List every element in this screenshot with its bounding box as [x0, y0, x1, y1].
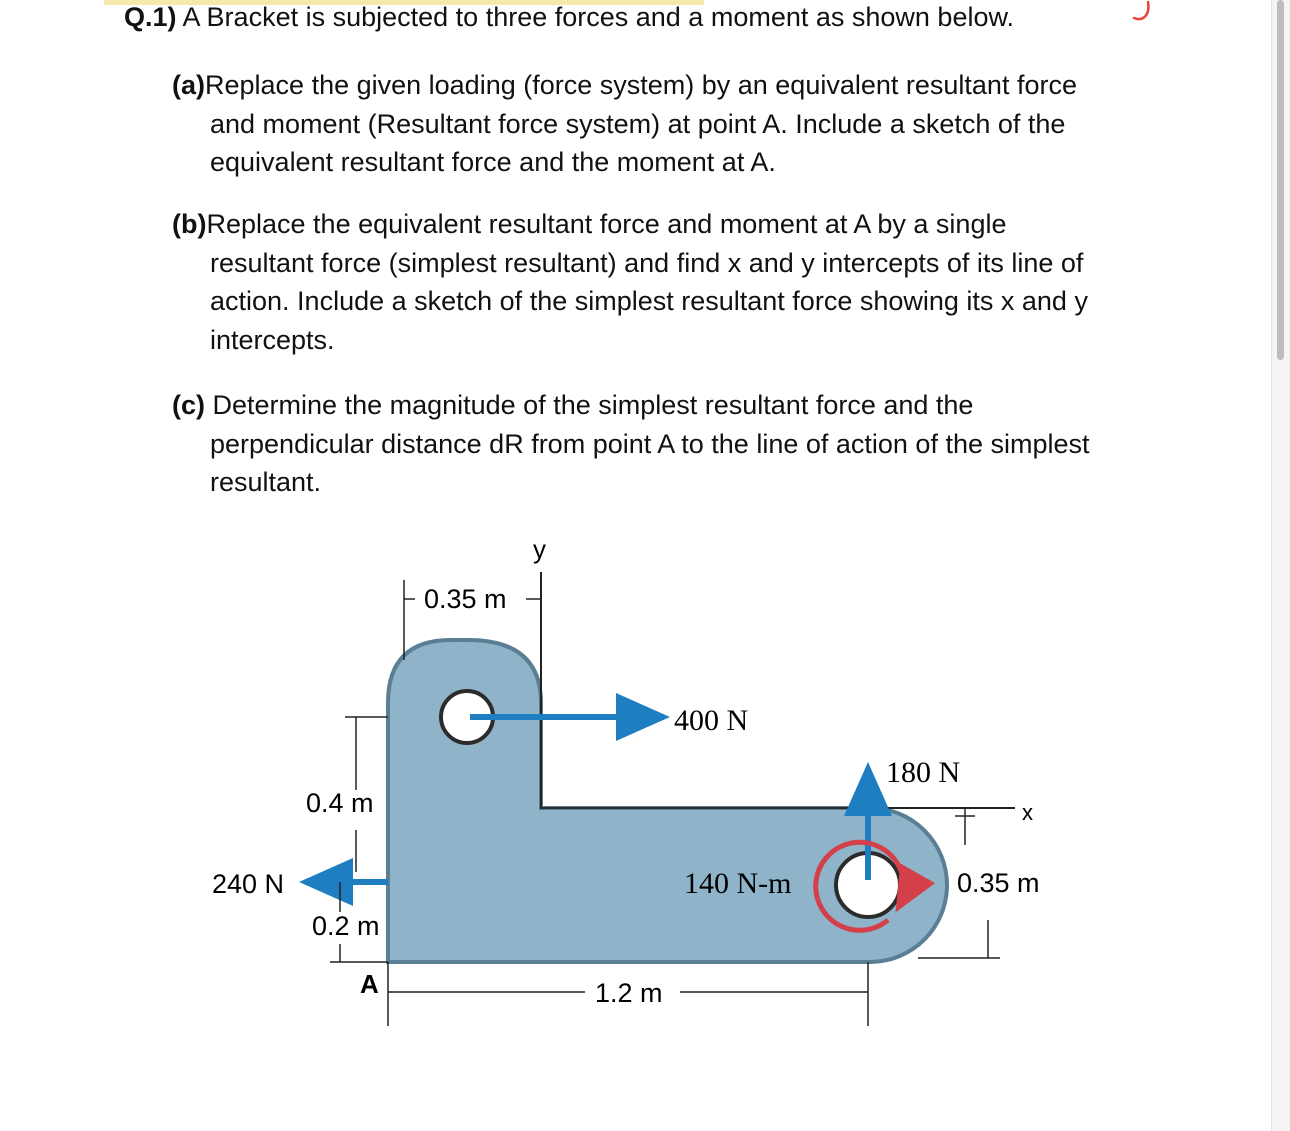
x-axis-label: x — [1022, 800, 1033, 825]
part-b-label: (b) — [172, 209, 207, 239]
part-b-line-2: resultant force (simplest resultant) and find x and y intercepts of its line of — [210, 247, 1084, 278]
part-c-line-1: Determine the magnitude of the simplest resultant force and the — [212, 390, 974, 420]
part-c-line-3: resultant. — [210, 467, 322, 497]
part-a-line-3: equivalent resultant force and the moment at A. — [210, 147, 776, 177]
part-b-line-1: Replace the equivalent resultant force and moment at A by a single — [206, 209, 1007, 239]
y-axis-label: y — [533, 534, 546, 564]
force-240n-label: 240 N — [212, 869, 285, 899]
scrollbar-track[interactable] — [1271, 0, 1290, 1131]
part-a-line-1: Replace the given loading (force system) by an equivalent resultant force — [205, 70, 1077, 100]
part-a-label: (a) — [172, 70, 205, 100]
force-400n-label: 400 N — [674, 704, 749, 737]
dim-top-label: 0.35 m — [424, 584, 507, 614]
part-b-line-3: action. Include a sketch of the simplest resultant force showing its x and y — [210, 286, 1088, 316]
part-c-label: (c) — [172, 390, 205, 420]
force-180n-label: 180 N — [886, 756, 961, 789]
point-a-label: A — [360, 969, 379, 999]
dim-left-upper-label: 0.4 m — [306, 788, 374, 818]
question-number: Q.1) — [124, 2, 177, 32]
part-b-line-4: intercepts. — [210, 324, 335, 355]
scrollbar-thumb[interactable] — [1277, 0, 1284, 360]
dim-right-label: 0.35 m — [957, 868, 1040, 898]
dim-bottom-label: 1.2 m — [595, 978, 663, 1008]
part-a-line-2: and moment (Resultant force system) at point A. Include a sketch of the — [210, 108, 1066, 139]
part-c-line-2: perpendicular distance dR from point A to the line of action of the simplest — [210, 428, 1090, 459]
dim-left-lower-label: 0.2 m — [312, 911, 380, 941]
moment-label: 140 N-m — [684, 867, 792, 900]
question-text: A Bracket is subjected to three forces and a moment as shown below. — [182, 2, 1014, 32]
